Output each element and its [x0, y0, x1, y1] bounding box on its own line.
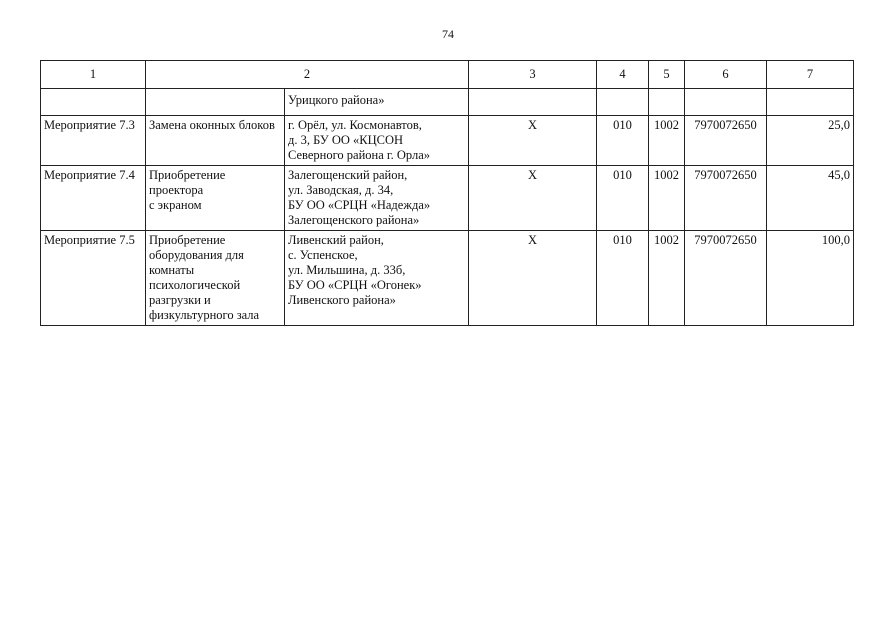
col3-cell: Х: [469, 116, 597, 166]
header-col-6: 6: [685, 61, 767, 89]
col5-cell: 1002: [649, 116, 685, 166]
event-number-cell: Мероприятие 7.4: [41, 166, 146, 231]
table-cell: [767, 89, 854, 116]
col6-cell: 7970072650: [685, 231, 767, 326]
table-cell: [597, 89, 649, 116]
event-number-cell: Мероприятие 7.3: [41, 116, 146, 166]
col6-cell: 7970072650: [685, 116, 767, 166]
col7-cell: 45,0: [767, 166, 854, 231]
event-address-cell: Ливенский район, с. Успенское, ул. Мильшина, д. 33б, БУ ОО «СРЦН «Огонек» Ливенского района»: [285, 231, 469, 326]
event-name-cell: Приобретение проектора с экраном: [146, 166, 285, 231]
table-cell: [649, 89, 685, 116]
page-number: 74: [442, 27, 454, 41]
table-cell: [41, 89, 146, 116]
budget-table: [40, 60, 854, 326]
table-row-7-5: [41, 231, 854, 326]
table-cell: [146, 89, 285, 116]
col3-cell: Х: [469, 231, 597, 326]
table-row-7-3: [41, 116, 854, 166]
continuation-row: [41, 89, 854, 116]
table-cell: [685, 89, 767, 116]
event-address-cell: г. Орёл, ул. Космонавтов, д. 3, БУ ОО «КЦСОН Северного района г. Орла»: [285, 116, 469, 166]
col4-cell: 010: [597, 166, 649, 231]
header-col-2: 2: [146, 61, 469, 89]
event-name-cell: Приобретение оборудования для комнаты психологической разгрузки и физкультурного зала: [146, 231, 285, 326]
col5-cell: 1002: [649, 166, 685, 231]
event-address-cell: Залегощенский район, ул. Заводская, д. 34, БУ ОО «СРЦН «Надежда» Залегощенского района»: [285, 166, 469, 231]
table-cell: Урицкого района»: [285, 89, 469, 116]
header-col-5: 5: [649, 61, 685, 89]
table-row-7-4: [41, 166, 854, 231]
header-row: [41, 61, 854, 89]
col7-cell: 100,0: [767, 231, 854, 326]
event-number-cell: Мероприятие 7.5: [41, 231, 146, 326]
col6-cell: 7970072650: [685, 166, 767, 231]
header-col-4: 4: [597, 61, 649, 89]
table-cell: [469, 89, 597, 116]
header-col-3: 3: [469, 61, 597, 89]
col4-cell: 010: [597, 116, 649, 166]
col4-cell: 010: [597, 231, 649, 326]
event-name-cell: Замена оконных блоков: [146, 116, 285, 166]
header-col-7: 7: [767, 61, 854, 89]
col3-cell: Х: [469, 166, 597, 231]
header-col-1: 1: [41, 61, 146, 89]
col7-cell: 25,0: [767, 116, 854, 166]
col5-cell: 1002: [649, 231, 685, 326]
